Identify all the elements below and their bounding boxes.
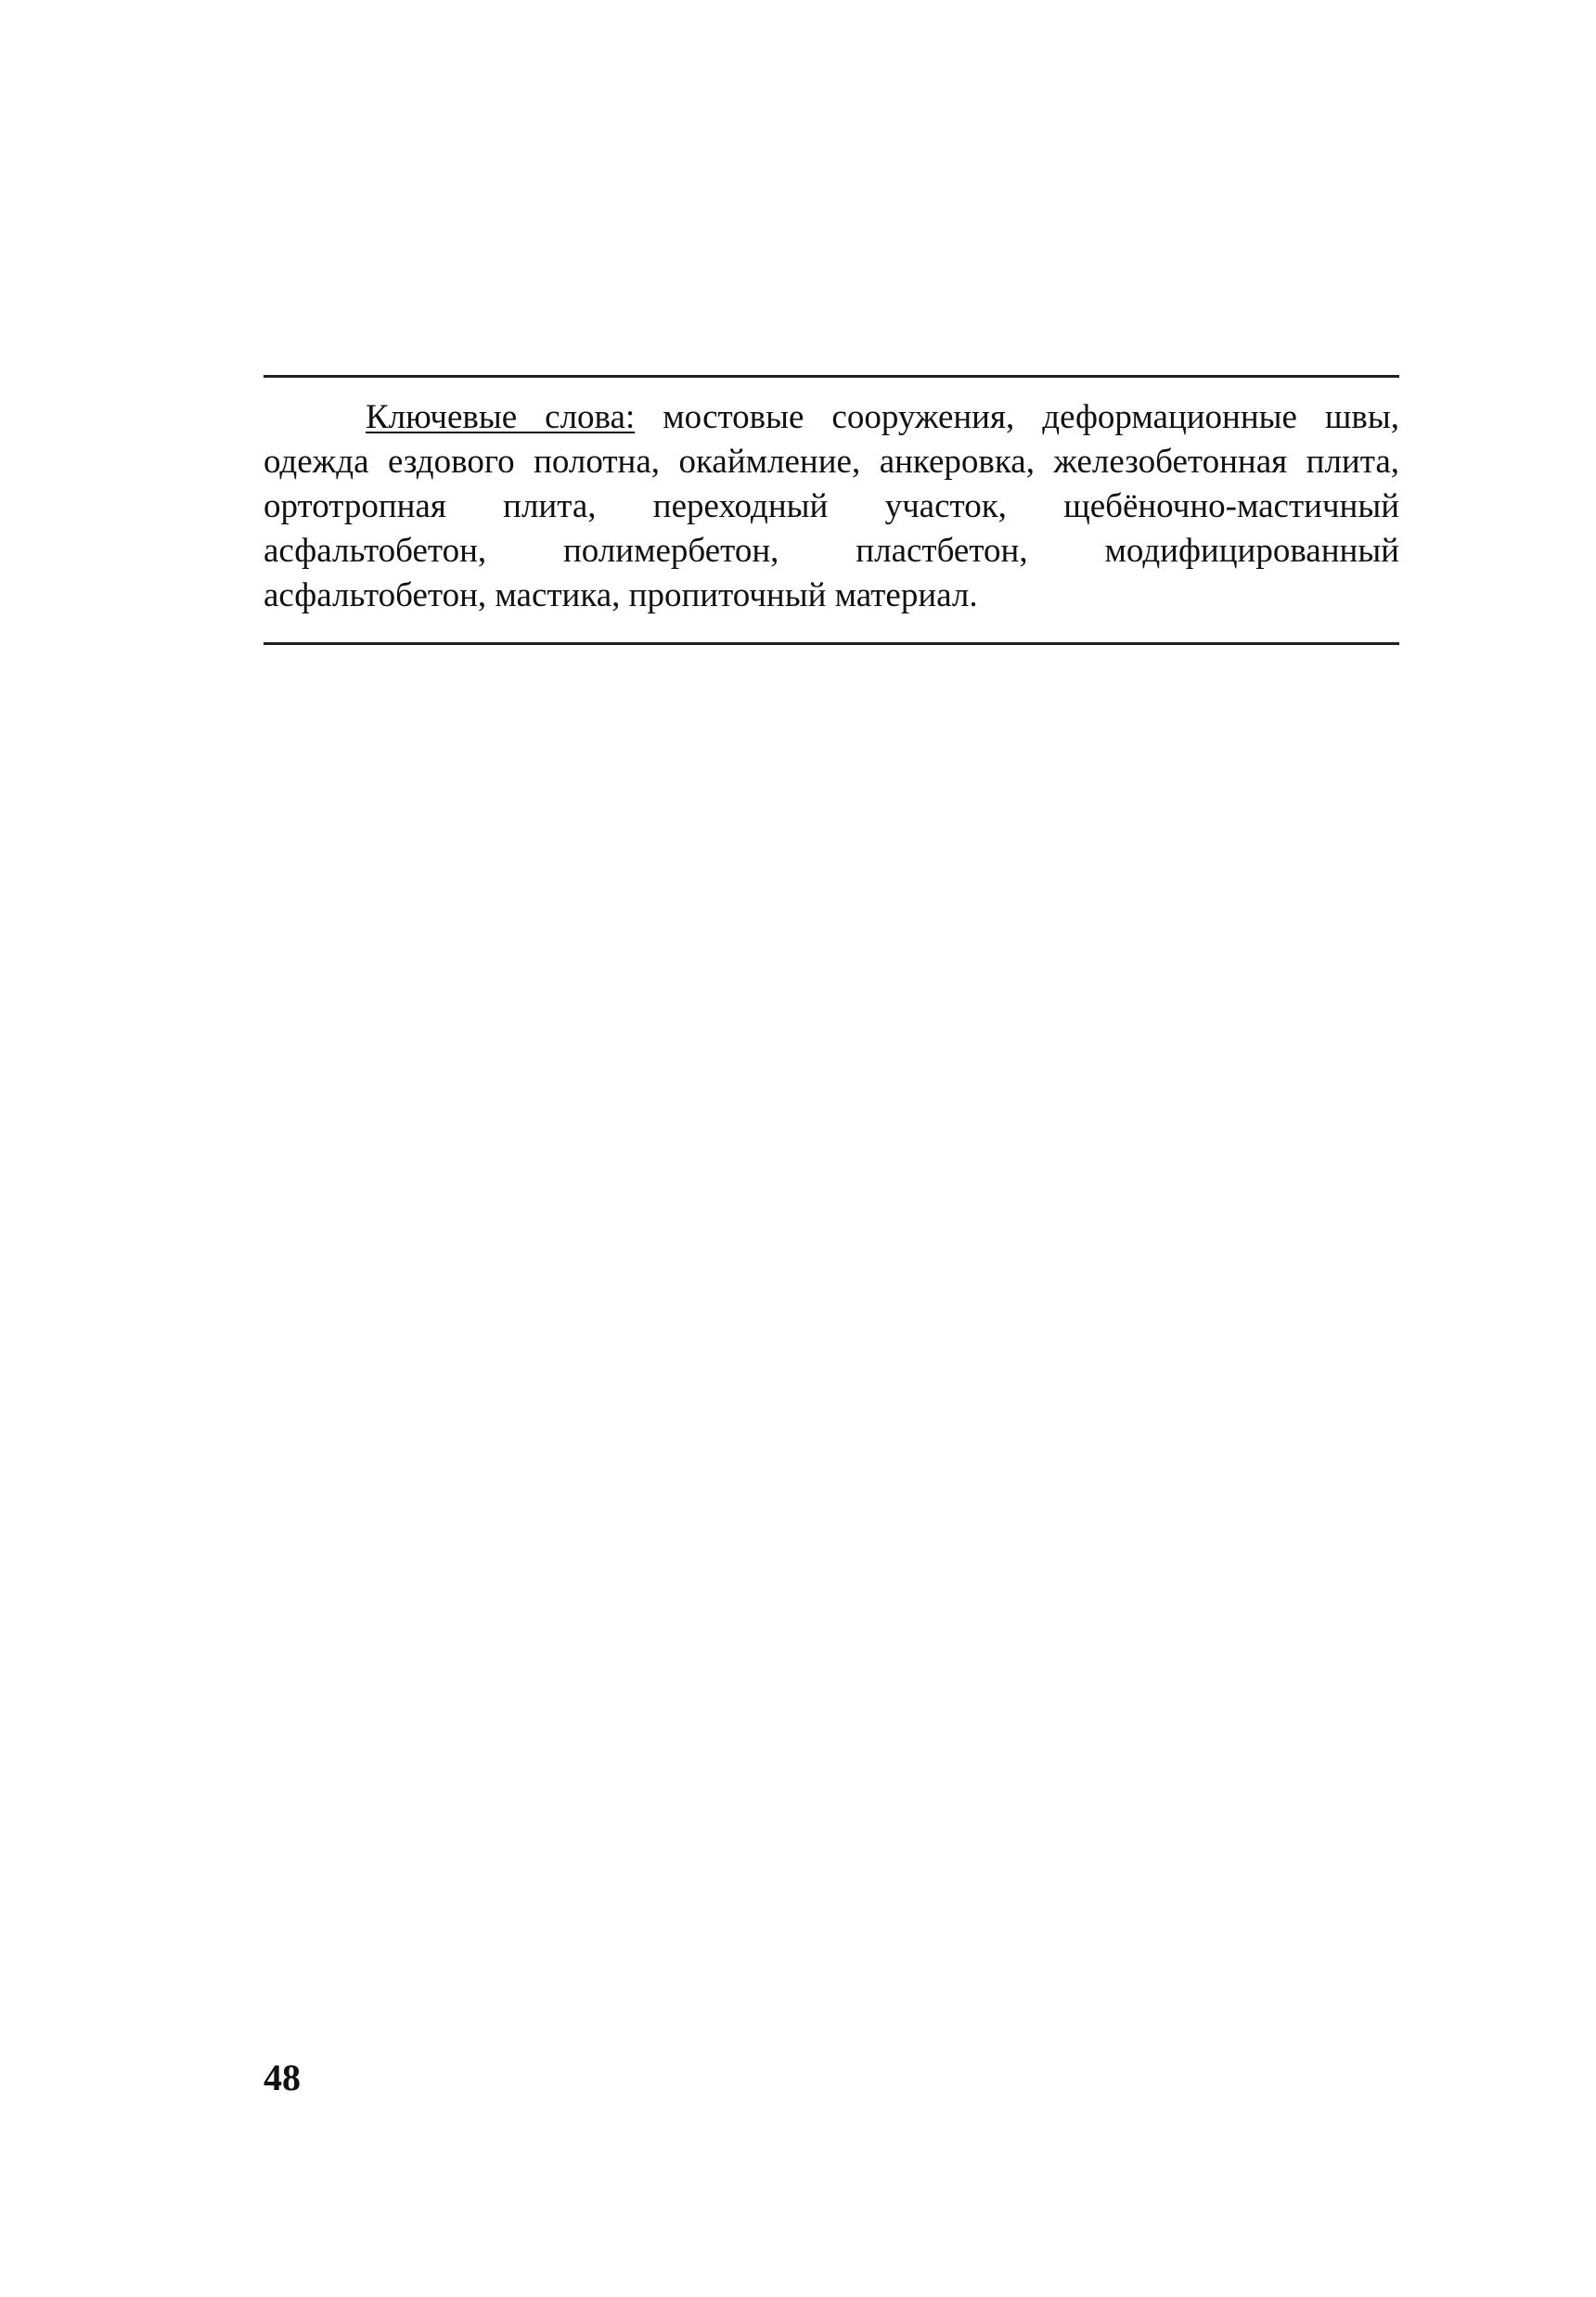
keywords-paragraph bbox=[264, 395, 1399, 618]
keywords-text: мостовые сооружения, деформационные швы, одежда ездового полотна, окаймление, анкеровка, железобетонная плита, ортотропная плита, переходный участок, щебёночно-мастичный асфальтобетон, полимербетон, пластбетон, модифицированный асфальтобетон, мастика, пропиточный материал. bbox=[264, 398, 1399, 614]
top-divider-rule bbox=[264, 375, 1399, 378]
bottom-divider-rule bbox=[264, 642, 1399, 645]
page-number: 48 bbox=[264, 2057, 301, 2098]
keywords-label: Ключевые слова: bbox=[366, 398, 636, 436]
